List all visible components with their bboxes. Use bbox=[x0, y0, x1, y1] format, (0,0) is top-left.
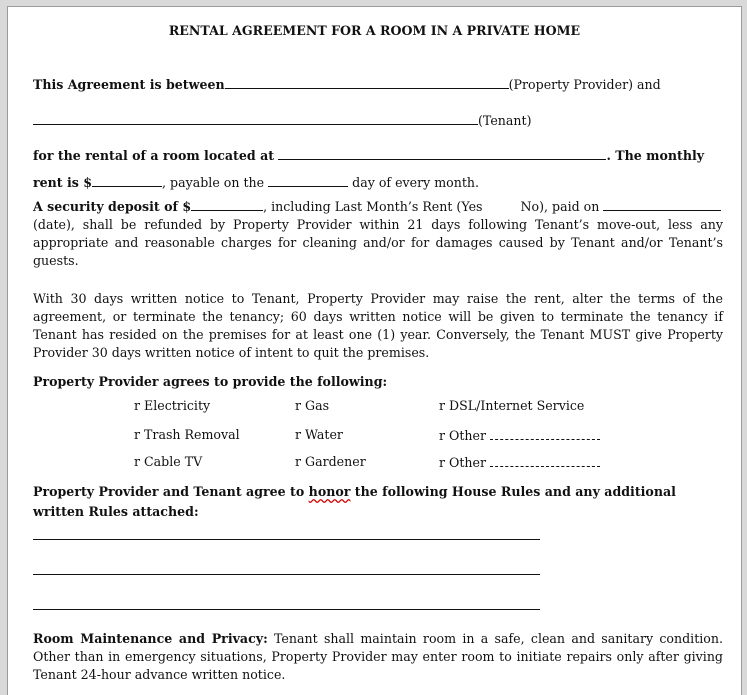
utility-other-2 bbox=[439, 454, 600, 470]
house-rules-line-1 bbox=[33, 484, 676, 499]
deposit-no: No bbox=[520, 199, 540, 214]
parties-line-1 bbox=[33, 76, 661, 92]
utility-gas[interactable]: r Gas bbox=[295, 398, 330, 413]
provider-name-field[interactable] bbox=[225, 76, 509, 89]
deposit-including: , including Last Month’s Rent (Yes bbox=[263, 199, 483, 214]
deposit-amount-field[interactable] bbox=[191, 198, 263, 211]
maintenance-heading: Room Maintenance and Privacy: bbox=[33, 631, 268, 646]
location-lead: for the rental of a room located at bbox=[33, 148, 275, 163]
deposit-line bbox=[33, 198, 721, 214]
maintenance-paragraph bbox=[33, 630, 723, 684]
tenant-name-field[interactable] bbox=[33, 112, 478, 125]
utility-other-2-label[interactable]: r Other bbox=[439, 455, 486, 470]
rent-amount-field[interactable] bbox=[92, 174, 162, 187]
room-location-field[interactable] bbox=[278, 147, 606, 160]
rental-location-line bbox=[33, 147, 704, 163]
house-rule-blank-3[interactable] bbox=[33, 609, 540, 610]
utility-other-1-label[interactable]: r Other bbox=[439, 428, 486, 443]
utility-gardener[interactable]: r Gardener bbox=[295, 454, 366, 469]
payment-day-field[interactable] bbox=[268, 174, 348, 187]
utility-other-1-field[interactable] bbox=[490, 427, 600, 440]
rent-line bbox=[33, 174, 479, 190]
document-title: RENTAL AGREEMENT FOR A ROOM IN A PRIVATE HOME bbox=[168, 23, 581, 38]
monthly-label: . The monthly bbox=[606, 148, 705, 163]
maintenance-text: Tenant shall maintain room in a safe, clean and sanitary condition. Other than in emergency situations, Property Provider may enter room to initiate repairs only after giving Tenant 24-hour advance written notice. bbox=[33, 631, 723, 682]
deposit-date-field[interactable] bbox=[603, 198, 721, 211]
provider-label: (Property Provider) and bbox=[508, 77, 661, 92]
payable-label: , payable on the bbox=[162, 175, 265, 190]
utility-cable[interactable]: r Cable TV bbox=[134, 454, 203, 469]
rent-lead: rent is $ bbox=[33, 175, 93, 190]
agreement-intro: This Agreement is between bbox=[33, 77, 225, 92]
parties-line-2 bbox=[33, 112, 532, 128]
utilities-heading: Property Provider agrees to provide the following: bbox=[33, 374, 388, 389]
house-rules-honor: honor bbox=[308, 484, 351, 499]
house-rule-blank-2[interactable] bbox=[33, 574, 540, 575]
house-rules-line-2: written Rules attached: bbox=[33, 504, 199, 519]
utility-other-1 bbox=[439, 427, 600, 443]
house-rules-text-a: Property Provider and Tenant agree to bbox=[33, 484, 309, 499]
utility-internet[interactable]: r DSL/Internet Service bbox=[439, 398, 585, 413]
notice-paragraph: With 30 days written notice to Tenant, Property Provider may raise the rent, alter the terms of the agreement, or terminate the tenancy; 60 days written notice will be given to terminate the tenancy if Tenant has resided on the premises for at least one (1) year. Conversely, the Tenant MUST give Property Provider 30 days written notice of intent to quit the premises. bbox=[33, 291, 723, 360]
tenant-label: (Tenant) bbox=[478, 113, 532, 128]
house-rule-blank-1[interactable] bbox=[33, 539, 540, 540]
utility-water[interactable]: r Water bbox=[295, 427, 343, 442]
utility-other-2-field[interactable] bbox=[490, 454, 600, 467]
document-page bbox=[7, 6, 742, 695]
day-label: day of every month. bbox=[352, 175, 480, 190]
utility-electricity[interactable]: r Electricity bbox=[134, 398, 211, 413]
house-rules-text-b: the following House Rules and any additional bbox=[350, 484, 676, 499]
deposit-terms: (date), shall be refunded by Property Provider within 21 days following Tenant’s move-out, less any appropriate and reasonable charges for cleaning and/or for damages caused by Tenant and/or Tenant’s guests. bbox=[33, 217, 723, 268]
deposit-paid-on: ), paid on bbox=[539, 199, 600, 214]
utility-trash[interactable]: r Trash Removal bbox=[134, 427, 240, 442]
deposit-lead: A security deposit of $ bbox=[33, 199, 192, 214]
